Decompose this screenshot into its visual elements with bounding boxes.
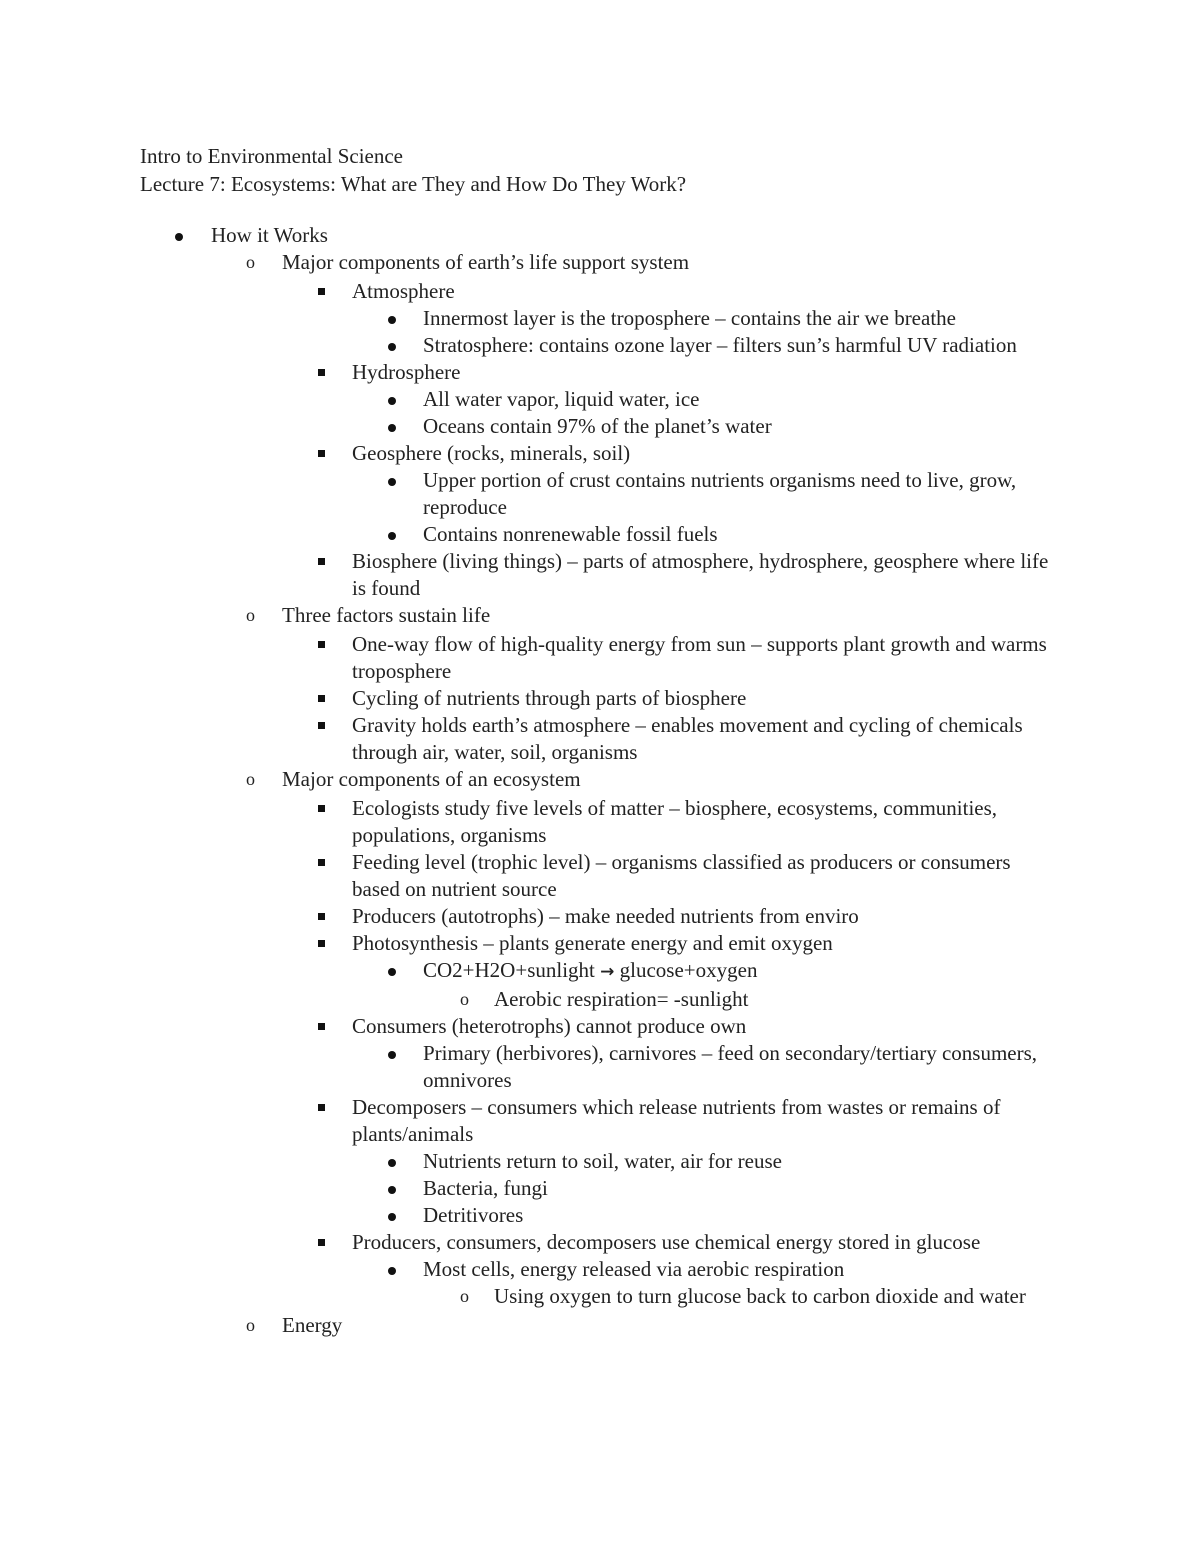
outline-item: Oceans contain 97% of the planet’s water (423, 414, 772, 438)
lecture-title: Lecture 7: Ecosystems: What are They and How Do They Work? (140, 172, 687, 196)
outline-item: Upper portion of crust contains nutrients organisms need to live, grow, reproduce (423, 468, 1017, 519)
document-header (140, 142, 686, 198)
outline-item: Nutrients return to soil, water, air for reuse (423, 1149, 782, 1173)
outline-item: Producers, consumers, decomposers use chemical energy stored in glucose (352, 1230, 981, 1254)
bullet-circle-icon: o (246, 1315, 255, 1335)
outline-item: One-way flow of high-quality energy from sun – supports plant growth and warms troposphere (352, 632, 1047, 683)
outline-item: Cycling of nutrients through parts of biosphere (352, 686, 747, 710)
outline-item: o Using oxygen to turn glucose back to carbon dioxide and water (460, 1284, 1026, 1308)
outline-item: How it Works (211, 223, 328, 247)
outline-item: o Major components of earth’s life support system (246, 250, 690, 274)
photosynthesis-equation: CO2+H2O+sunlight → glucose+oxygen (423, 958, 758, 982)
outline-item: Primary (herbivores), carnivores – feed on secondary/tertiary consumers, omnivores (423, 1041, 1038, 1092)
outline-item: o Three factors sustain life (246, 603, 491, 627)
outline-item: Producers (autotrophs) – make needed nutrients from enviro (352, 904, 859, 928)
bullet-circle-icon: o (460, 989, 469, 1009)
course-title: Intro to Environmental Science (140, 144, 404, 168)
bullet-circle-icon: o (460, 1286, 469, 1306)
outline-item: Hydrosphere (352, 360, 461, 384)
outline-item: Feeding level (trophic level) – organisms classified as producers or consumers based on nutrient source (352, 850, 1011, 901)
outline-item: Consumers (heterotrophs) cannot produce own (352, 1014, 747, 1038)
outline-item: o Aerobic respiration= -sunlight (460, 987, 749, 1011)
outline-item: Innermost layer is the troposphere – contains the air we breathe (423, 306, 956, 330)
bullet-circle-icon: o (246, 605, 255, 625)
lecture-outline (0, 222, 1200, 1339)
arrow-right-icon: → (600, 962, 615, 982)
outline-item: Stratosphere: contains ozone layer – filters sun’s harmful UV radiation (423, 333, 1017, 357)
bullet-circle-icon: o (246, 252, 255, 272)
outline-item: Contains nonrenewable fossil fuels (423, 522, 718, 546)
outline-item: Most cells, energy released via aerobic respiration (423, 1257, 845, 1281)
outline-item: Geosphere (rocks, minerals, soil) (352, 441, 631, 465)
outline-item: All water vapor, liquid water, ice (423, 387, 700, 411)
outline-item: Gravity holds earth’s atmosphere – enables movement and cycling of chemicals through air, water, soil, organisms (352, 713, 1023, 764)
outline-item: Ecologists study five levels of matter – biosphere, ecosystems, communities, populations, organisms (352, 796, 998, 847)
outline-item: Biosphere (living things) – parts of atmosphere, hydrosphere, geosphere where life is found (352, 549, 1049, 600)
outline-item: o Energy (246, 1313, 343, 1337)
outline-item: Atmosphere (352, 279, 455, 303)
outline-item: Photosynthesis – plants generate energy and emit oxygen (352, 931, 833, 955)
outline-item: o Major components of an ecosystem (246, 767, 581, 791)
outline-item: Detritivores (423, 1203, 524, 1227)
bullet-circle-icon: o (246, 769, 255, 789)
outline-item: Bacteria, fungi (423, 1176, 548, 1200)
outline-item (0, 957, 1200, 986)
outline-item: Decomposers – consumers which release nutrients from wastes or remains of plants/animals (352, 1095, 1001, 1146)
